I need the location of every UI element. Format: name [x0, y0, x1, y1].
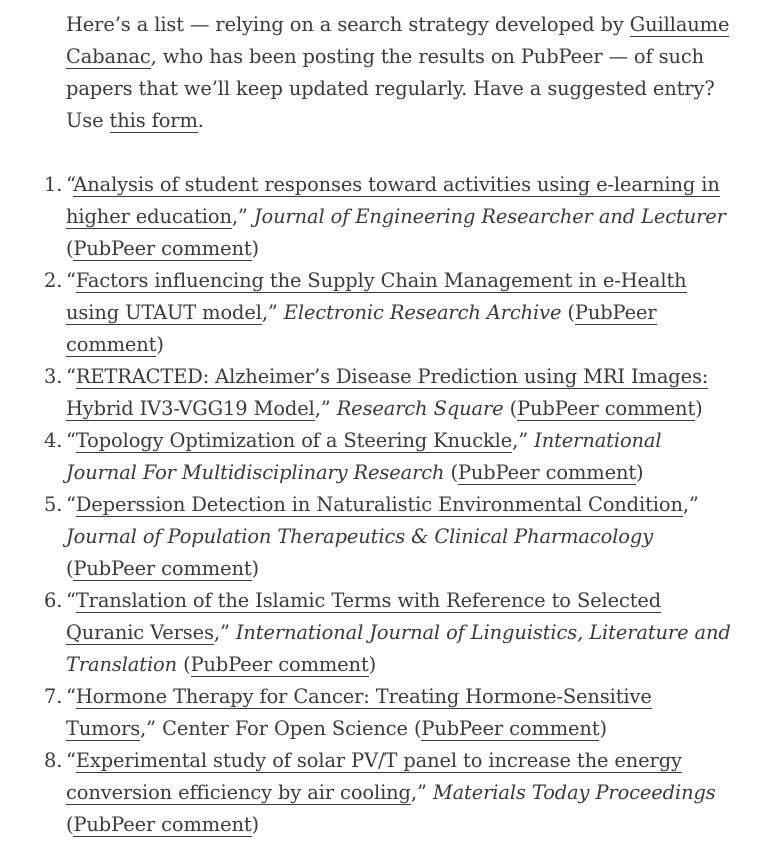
open-quote: “: [66, 365, 76, 388]
paper-title-link[interactable]: Analysis of student responses toward activities using e-learning in higher education: [66, 173, 720, 228]
pubpeer-comment-link[interactable]: PubPeer comment: [457, 461, 637, 484]
open-paren: (: [66, 237, 74, 260]
paper-list-item: [66, 265, 732, 361]
pubpeer-comment-link[interactable]: PubPeer comment: [66, 301, 657, 356]
open-paren: (: [407, 717, 422, 740]
open-paren: (: [66, 813, 74, 836]
close-quote: ,”: [213, 621, 230, 644]
close-paren: ): [251, 813, 260, 836]
open-paren: (: [503, 397, 518, 420]
paper-list-item: [66, 169, 732, 265]
journal-name: International Journal For Multidisciplinary Research: [66, 429, 662, 484]
paper-list-item: [66, 361, 732, 425]
intro-text-1: Here’s a list — relying on a search strategy developed by: [66, 13, 630, 36]
paper-title-link[interactable]: Experimental study of solar PV/T panel to increase the energy conversion efficiency by air cooling: [66, 749, 682, 804]
open-paren: (: [561, 301, 575, 324]
paper-title-link[interactable]: Factors influencing the Supply Chain Management in e-Health using UTAUT model: [66, 269, 687, 324]
open-quote: “: [66, 493, 76, 516]
journal-name: Journal of Population Therapeutics & Clinical Pharmacology: [66, 525, 654, 548]
suggestion-form-link[interactable]: this form: [109, 109, 198, 132]
close-paren: ): [695, 397, 703, 420]
journal-name: Electronic Research Archive: [283, 301, 562, 324]
close-quote: ,”: [314, 397, 331, 420]
close-quote: ,”: [261, 301, 278, 324]
paper-title-link[interactable]: RETRACTED: Alzheimer’s Disease Prediction using MRI Images: Hybrid IV3-VGG19 Model: [66, 365, 709, 420]
open-quote: “: [66, 173, 74, 196]
pubpeer-comment-link[interactable]: PubPeer comment: [73, 813, 252, 836]
paper-list-item: [66, 425, 732, 489]
close-paren: ): [251, 237, 260, 260]
close-quote: ,”: [682, 493, 699, 516]
close-quote: ,”: [231, 205, 248, 228]
paper-title-link[interactable]: Translation of the Islamic Terms with Reference to Selected Quranic Verses: [66, 589, 662, 644]
journal-name: International Journal of Linguistics, Literature and Translation: [66, 621, 731, 676]
open-quote: “: [66, 589, 76, 612]
close-paren: ): [636, 461, 644, 484]
paper-list-item: [66, 489, 732, 585]
pubpeer-comment-link[interactable]: PubPeer comment: [190, 653, 369, 676]
author-link[interactable]: Guillaume Cabanac: [66, 13, 730, 68]
journal-name: Materials Today Proceedings: [432, 781, 716, 804]
close-paren: ): [251, 557, 260, 580]
pubpeer-comment-link[interactable]: PubPeer comment: [421, 717, 600, 740]
open-quote: “: [66, 685, 76, 708]
journal-name: Research Square: [336, 397, 504, 420]
papers-list: [66, 169, 732, 841]
intro-text-2: , who has been posting the results on PubPeer — of such papers that we’ll keep updated regularly. Have a suggested entry? Use: [66, 45, 715, 132]
open-paren: (: [66, 557, 74, 580]
open-quote: “: [66, 429, 76, 452]
close-quote: ,”: [512, 429, 529, 452]
close-quote: ,”: [410, 781, 427, 804]
journal-name: Center For Open Science: [162, 717, 408, 740]
intro-paragraph: [66, 9, 732, 137]
open-quote: “: [66, 749, 76, 772]
open-paren: (: [444, 461, 458, 484]
paper-title-link[interactable]: Hormone Therapy for Cancer: Treating Hormone-Sensitive Tumors: [66, 685, 652, 740]
pubpeer-comment-link[interactable]: PubPeer comment: [73, 557, 252, 580]
close-paren: ): [599, 717, 607, 740]
pubpeer-comment-link[interactable]: PubPeer comment: [73, 237, 252, 260]
paper-title-link[interactable]: Topology Optimization of a Steering Knuckle: [75, 429, 513, 452]
close-paren: ): [368, 653, 377, 676]
pubpeer-comment-link[interactable]: PubPeer comment: [517, 397, 696, 420]
paper-list-item: [66, 745, 732, 841]
open-quote: “: [66, 269, 76, 292]
journal-name: Journal of Engineering Researcher and Lecturer: [253, 205, 726, 228]
close-quote: ,”: [140, 717, 156, 740]
paper-list-item: [66, 681, 732, 745]
article-body: [66, 9, 732, 841]
close-paren: ): [156, 333, 164, 356]
paper-title-link[interactable]: Deperssion Detection in Naturalistic Environmental Condition: [75, 493, 683, 516]
paper-list-item: [66, 585, 732, 681]
open-paren: (: [177, 653, 191, 676]
intro-text-3: .: [197, 109, 204, 132]
